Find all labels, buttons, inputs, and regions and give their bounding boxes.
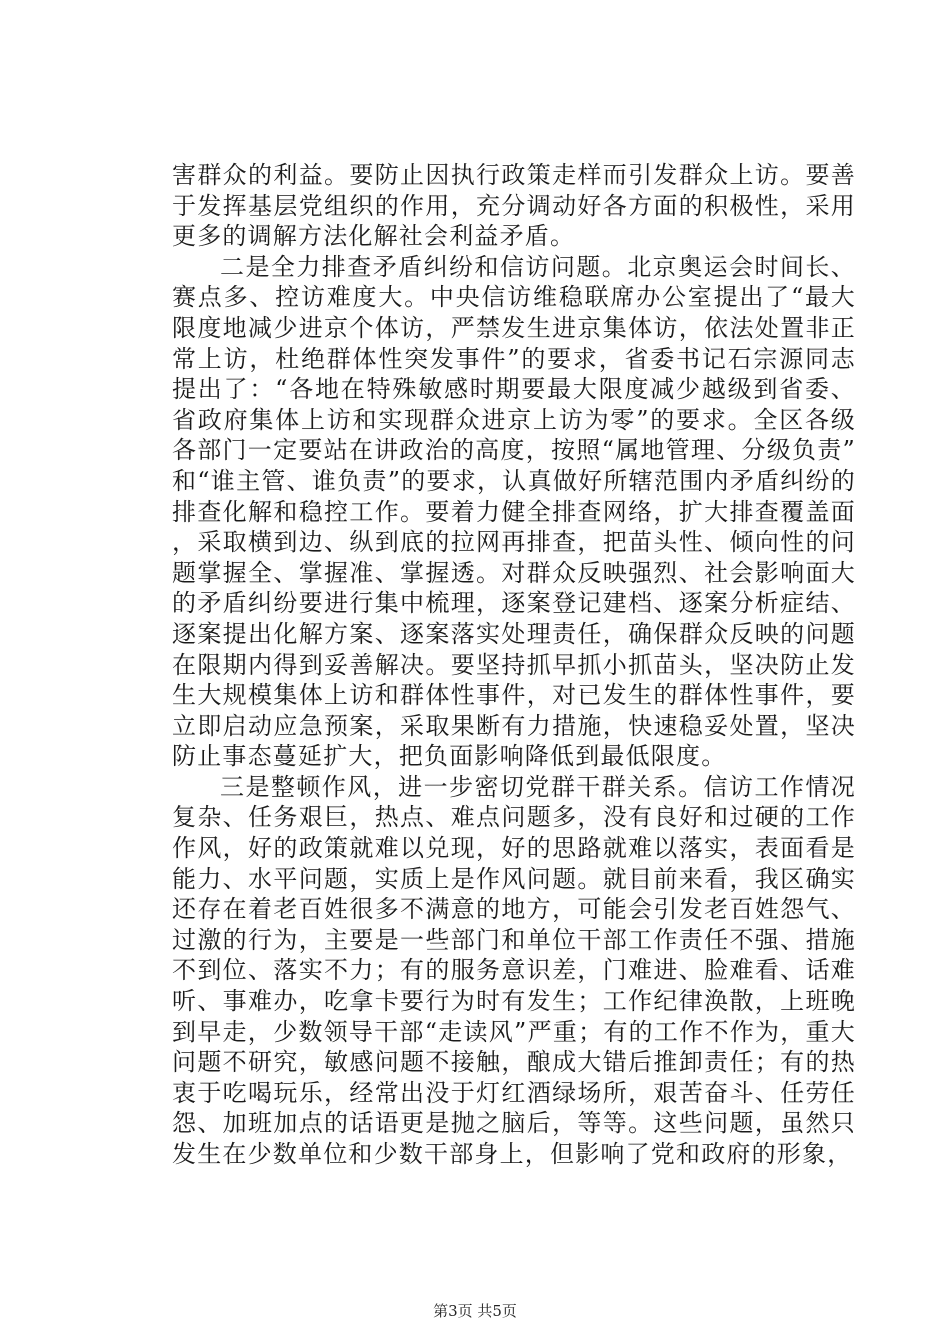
page-number-footer: 第3页 共5页 (433, 1302, 517, 1320)
document-body (172, 160, 856, 1170)
paragraph-3: 三是整顿作风，进一步密切党群干群关系。信访工作情况复杂、任务艰巨，热点、难点问题多，没有良好和过硬的工作作风，好的政策就难以兑现，好的思路就难以落实，表面看是能力、水平问题，实质上是作风问题。就目前来看，我区确实还存在着老百姓很多不满意的地方，可能会引发老百姓怨气、过激的行为，主要是一些部门和单位干部工作责任不强、措施不到位、落实不力；有的服务意识差，门难进、脸难看、话难听、事难办，吃拿卡要行为时有发生；工作纪律涣散，上班晚到早走，少数领导干部“走读风”严重；有的工作不作为，重大问题不研究，敏感问题不接触，酿成大错后推卸责任；有的热衷于吃喝玩乐，经常出没于灯红酒绿场所，艰苦奋斗、任劳任怨、加班加点的话语更是抛之脑后，等等。这些问题，虽然只发生在少数单位和少数干部身上，但影响了党和政府的形象， (172, 772, 856, 1168)
paragraph-2: 二是全力排查矛盾纠纷和信访问题。北京奥运会时间长、赛点多、控访难度大。中央信访维稳联席办公室提出了“最大限度地减少进京个体访，严禁发生进京集体访，依法处置非正常上访，杜绝群体性突发事件”的要求，省委书记石宗源同志提出了：“各地在特殊敏感时期要最大限度减少越级到省委、省政府集体上访和实现群众进京上访为零”的要求。全区各级各部门一定要站在讲政治的高度，按照“属地管理、分级负责”和“谁主管、谁负责”的要求，认真做好所辖范围内矛盾纠纷的排查化解和稳控工作。要着力健全排查网络，扩大排查覆盖面，采取横到边、纵到底的拉网再排查，把苗头性、倾向性的问题掌握全、掌握准、掌握透。对群众反映强烈、社会影响面大的矛盾纠纷要进行集中梳理，逐案登记建档、逐案分析症结、逐案提出化解方案、逐案落实处理责任，确保群众反映的问题在限期内得到妥善解决。要坚持抓早抓小抓苗头，坚决防止发生大规模集体上访和群体性事件，对已发生的群体性事件，要立即启动应急预案，采取果断有力措施，快速稳妥处置，坚决防止事态蔓延扩大，把负面影响降低到最低限度。 (172, 252, 856, 771)
paragraph-1: 害群众的利益。要防止因执行政策走样而引发群众上访。要善于发挥基层党组织的作用，充分调动好各方面的积极性，采用更多的调解方法化解社会利益矛盾。 (172, 161, 856, 251)
